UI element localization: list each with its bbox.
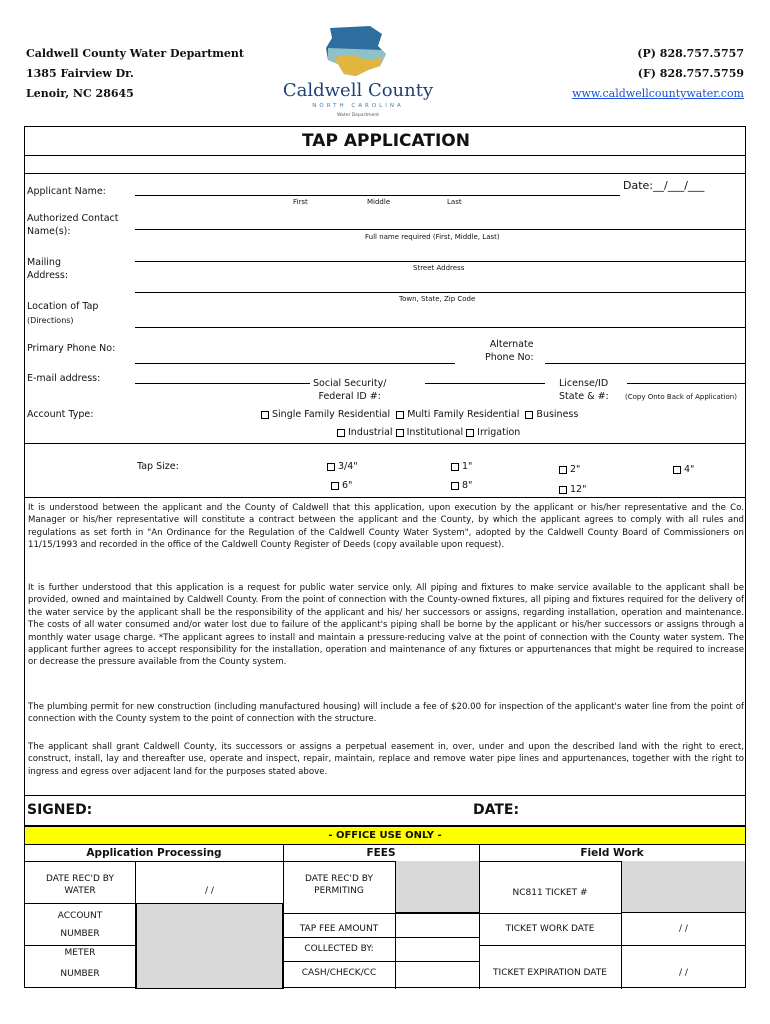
ssn-input[interactable]	[425, 383, 545, 384]
email-label: E-mail address:	[27, 373, 101, 384]
ticket-expiration-value[interactable]: / /	[679, 968, 688, 978]
logo-text: Caldwell County	[282, 80, 434, 101]
org-address-line2: Lenoir, NC 28645	[26, 87, 134, 100]
account-type-label: Account Type:	[27, 409, 94, 420]
tap-application-form	[24, 126, 746, 796]
applicant-name-label: Applicant Name:	[27, 186, 106, 197]
phone-label: Primary Phone No:	[27, 343, 116, 354]
agreement-paragraph-4: The applicant shall grant Caldwell County, its successors or assigns a perpetual easement in, over, under and upon the described land with the right to erect, construct, install, lay and thereafter use, operate and inspect, repair, maintain, replace and remove water pipe lines and appurtenances, together with the right to ingress and egress over adjacent land for the purposes stated above.	[28, 742, 744, 777]
tap-size-3-4[interactable]: 3/4"	[327, 460, 358, 473]
institutional-checkbox[interactable]	[396, 429, 404, 437]
middle-hint: Middle	[367, 198, 391, 206]
first-hint: First	[293, 198, 308, 206]
applicant-name-input[interactable]	[135, 195, 620, 196]
tap-size-4[interactable]: 4"	[673, 463, 694, 476]
office-use-table	[24, 826, 746, 988]
date-recd-permit-label: DATE REC'D BY PERMITING	[305, 874, 373, 896]
contact-block	[572, 44, 744, 104]
meter-number-label: METER NUMBER	[60, 948, 100, 979]
license-hint: (Copy Onto Back of Application)	[625, 393, 737, 401]
location-sub: (Directions)	[27, 316, 74, 325]
caldwell-county-logo	[278, 24, 438, 120]
alt-phone-label: Alternate Phone No:	[485, 339, 534, 363]
multi-family-checkbox[interactable]	[396, 411, 404, 419]
date-sign-label: DATE:	[473, 802, 520, 818]
col-field-work: Field Work	[580, 847, 644, 859]
org-address-line1: 1385 Fairview Dr.	[26, 67, 134, 80]
contact-input[interactable]	[135, 229, 745, 230]
office-use-banner: - OFFICE USE ONLY -	[25, 827, 745, 845]
single-family-checkbox[interactable]	[261, 411, 269, 419]
mailing-label: Mailing Address:	[27, 257, 69, 281]
phone-number: (P) 828.757.5757	[637, 47, 744, 60]
alt-phone-input[interactable]	[545, 363, 745, 364]
ticket-expiration-label: TICKET EXPIRATION DATE	[493, 968, 607, 978]
logo-tag: Water Department	[337, 113, 379, 118]
logo-sub: NORTH CAROLINA	[312, 103, 404, 109]
collected-by-label: COLLECTED BY:	[304, 944, 374, 954]
agreement-paragraph-2: It is further understood that this application is a request for public water service only. All piping and fixtures to make service available to the applicant shall be provided, owned and maintained by Caldwell County. From the point of connection with the County-owned fixtures, all piping and fixtures required for the delivery of the water service by the applicant shall be the responsibility of the applicant and his/ her successors or assigns, regarding installation, operation and maintenance. The costs of all water consumed and/or water lost due to failure of the applicant's piping shall be borne by the applicant or his/her successors or assigns through a monthly water usage charge. *The applicant agrees to install and maintain a pressure-reducing valve at the point of connection with the County water system. The applicant further agrees to accept responsibility for the installation, operation and maintenance of any fixtures or appurtenances that might be required to increase or decrease the pressure available from the County system.	[28, 583, 744, 668]
irrigation-checkbox[interactable]	[466, 429, 474, 437]
last-hint: Last	[447, 198, 462, 206]
tap-size-8[interactable]: 8"	[451, 479, 472, 492]
nc811-ticket-label: NC811 TICKET #	[512, 888, 588, 898]
cash-check-label: CASH/CHECK/CC	[301, 968, 377, 978]
town-hint: Town, State, Zip Code	[399, 295, 476, 303]
tap-size-2[interactable]: 2"	[559, 463, 580, 476]
org-address-block	[26, 44, 244, 104]
tap-fee-label: TAP FEE AMOUNT	[299, 924, 379, 934]
tap-size-label: Tap Size:	[137, 461, 179, 472]
form-title: TAP APPLICATION	[302, 131, 470, 151]
website-link[interactable]: www.caldwellcountywater.com	[572, 87, 744, 100]
ssn-label: Social Security/ Federal ID #:	[313, 378, 387, 402]
location-label: Location of Tap	[27, 301, 99, 312]
fax-number: (F) 828.757.5759	[637, 67, 744, 80]
contact-label: Authorized Contact Name(s):	[27, 213, 119, 237]
date-field[interactable]: Date:__/___/___	[623, 179, 705, 192]
email-input[interactable]	[135, 383, 310, 384]
industrial-checkbox[interactable]	[337, 429, 345, 437]
account-number-label: ACCOUNT NUMBER	[57, 911, 103, 939]
signed-label: SIGNED:	[27, 802, 93, 818]
location-input[interactable]	[135, 327, 745, 328]
phone-input[interactable]	[135, 363, 455, 364]
agreement-paragraph-1: It is understood between the applicant and the County of Caldwell that this application, upon execution by the applicant or his/her representative and the Co. Manager or his/her representative will constitute a contract between the applicant and the County, by which the applicant agrees to comply with all rules and regulations as set forth in "An Ordinance for the Regulation of the Caldwell County Water System", adopted by the Caldwell County Board of Commissioners on 11/15/1993 and recorded in the office of the Caldwell County Register of Deeds (copy available upon request).	[28, 503, 744, 551]
tap-size-1[interactable]: 1"	[451, 460, 472, 473]
ticket-work-date-label: TICKET WORK DATE	[505, 924, 595, 934]
org-name: Caldwell County Water Department	[26, 47, 244, 60]
date-recd-water-value[interactable]: / /	[205, 886, 214, 896]
date-recd-water-label: DATE REC'D BY WATER	[46, 874, 114, 896]
account-types-row1: Single Family Residential Multi Family Residential Business	[261, 408, 578, 421]
tap-size-12[interactable]: 12"	[559, 483, 586, 496]
street-hint: Street Address	[413, 264, 465, 272]
col-application-processing: Application Processing	[86, 847, 222, 859]
contact-hint: Full name required (First, Middle, Last)	[365, 233, 500, 241]
ticket-work-date-value[interactable]: / /	[679, 924, 688, 934]
street-input[interactable]	[135, 261, 745, 262]
tap-size-6[interactable]: 6"	[331, 479, 352, 492]
col-fees: FEES	[366, 847, 396, 859]
signature-row	[24, 796, 746, 826]
agreement-paragraph-3: The plumbing permit for new construction (including manufactured housing) will include a fee of $20.00 for inspection of the applicant's water line from the point of connection with the County system to the point of connection with the structure.	[28, 702, 744, 725]
license-input[interactable]	[627, 383, 745, 384]
account-types-row2: Industrial Institutional Irrigation	[337, 426, 520, 439]
license-label: License/ID State & #:	[559, 378, 609, 402]
town-input[interactable]	[135, 292, 745, 293]
business-checkbox[interactable]	[525, 411, 533, 419]
